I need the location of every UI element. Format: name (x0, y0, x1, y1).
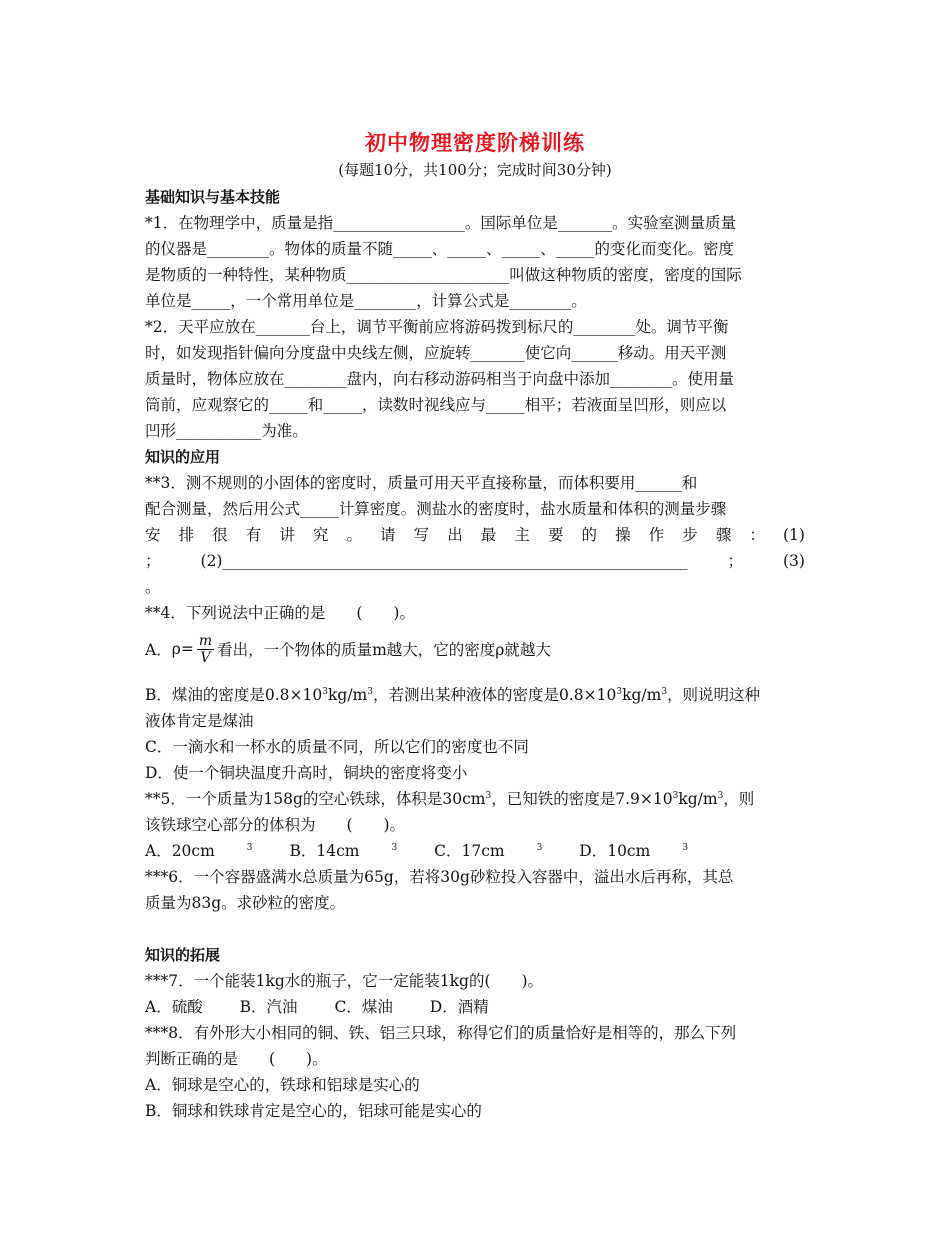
exponent: 3 (246, 842, 253, 853)
fraction-numerator: m (198, 632, 213, 649)
separator: ； (727, 552, 743, 570)
word: 出 (447, 526, 463, 544)
word: 最 (480, 526, 497, 544)
text: ，则 (723, 790, 755, 808)
exponent: 3 (682, 842, 689, 853)
question-5-line: 该铁球空心部分的体积为 ( )。 (145, 816, 406, 834)
text: kg/m (622, 686, 662, 704)
exponent: 3 (367, 686, 373, 697)
question-4-stem: **4．下列说法中正确的是 ( )。 (145, 604, 415, 622)
exponent: 3 (616, 686, 623, 697)
exponent: 3 (661, 686, 668, 697)
page-title: 初中物理密度阶梯训练 (365, 130, 585, 155)
option-c: C．煤油 (334, 998, 393, 1016)
question-7-stem: ***7．一个能装1kg水的瓶子，它一定能装1kg的( )。 (145, 972, 544, 990)
question-8-line: ***8．有外形大小相同的铜、铁、铝三只球，称得它们的质量恰好是相等的，那么下列 (145, 1024, 737, 1042)
word: 步 (682, 526, 698, 544)
word: 写 (413, 526, 430, 544)
option-text: D．10cm (579, 842, 651, 860)
word: 排 (178, 526, 195, 544)
text: ，则说明这种 (667, 686, 761, 704)
question-3-line: 。 (145, 578, 161, 596)
word: 究 (312, 526, 329, 544)
text: ，已知铁的密度是7.9×10 (491, 790, 673, 808)
question-1 (145, 210, 805, 314)
word: 主 (514, 526, 530, 544)
question-6-line: ***6．一个容器盛满水总质量为65g，若将30g砂粒投入容器中，溢出水后再称，其总 (145, 868, 734, 886)
question-2-line: *2．天平应放在_______台上，调节平衡前应将游码拨到标尺的________处。调节平衡 (145, 318, 729, 336)
exponent: 3 (717, 790, 724, 801)
option-b (145, 682, 805, 708)
text: kg/m (328, 686, 368, 704)
word: 要 (547, 526, 564, 544)
word: 请 (380, 526, 396, 544)
question-5-options (145, 838, 805, 864)
text: **5．一个质量为158g的空心铁球，体积是30cm (145, 790, 486, 808)
question-2-line: 质量时，物体应放在________盘内，向右移动游码相当于向盘中添加________。使用量 (145, 370, 735, 388)
exponent: 3 (672, 790, 679, 801)
question-8-line: 判断正确的是 ( )。 (145, 1050, 328, 1068)
option-d: D．使一个铜块温度升高时，铜块的密度将变小 (145, 764, 468, 782)
question-1-line: *1．在物理学中，质量是指_________________。国际单位是_______。实验室测量质量 (145, 214, 737, 232)
option-b: B．铜球和铁球肯定是空心的，铝球可能是实心的 (145, 1102, 482, 1120)
exponent: 3 (322, 686, 328, 697)
word: 作 (648, 526, 665, 544)
word: 的 (581, 526, 598, 544)
question-2-line: 凹形___________为准。 (145, 422, 308, 440)
worksheet-page (145, 128, 805, 1124)
section-heading-application: 知识的应用 (145, 448, 221, 466)
word: 有 (245, 526, 262, 544)
option-d: D．酒精 (429, 998, 489, 1016)
separator: ； (145, 552, 161, 570)
density-fraction (197, 633, 214, 666)
page-subtitle: (每题10分，共100分；完成时间30分钟) (338, 161, 612, 179)
option-text: B．14cm (289, 842, 360, 860)
option-b-continued: 液体肯定是煤油 (145, 712, 254, 730)
text: B．煤油的密度是0.8×10 (145, 686, 323, 704)
text: ，若测出某种液体的密度是0.8×10 (372, 686, 617, 704)
exponent: 3 (485, 790, 492, 801)
fraction-denominator: V (200, 649, 211, 666)
word: (1) (782, 526, 805, 544)
question-8 (145, 1020, 805, 1124)
question-1-line: 是物质的一种特性，某种物质_____________________叫做这种物质的密度，密度的国际 (145, 266, 742, 284)
option-d (579, 838, 688, 864)
option-a (145, 838, 253, 864)
option-a: A．铜球是空心的，铁球和铝球是实心的 (145, 1076, 420, 1094)
word: 骤 (715, 526, 732, 544)
section-heading-extension: 知识的拓展 (145, 946, 221, 964)
question-1-line: 的仪器是________。物体的质量不随_____、_____、_____、_____的变化而变化。密度 (145, 240, 735, 258)
word: 安 (145, 526, 161, 544)
question-6 (145, 864, 805, 916)
question-3 (145, 470, 805, 600)
option-a: A．硫酸 (145, 998, 203, 1016)
rho-symbol: ρ= (171, 640, 194, 658)
section-heading-basic: 基础知识与基本技能 (145, 188, 281, 206)
option-text: A．20cm (145, 842, 215, 860)
option-b (289, 838, 397, 864)
option-c (434, 838, 542, 864)
word: 。 (346, 526, 362, 544)
text: kg/m (678, 790, 718, 808)
word: 很 (212, 526, 228, 544)
option-a (145, 628, 805, 670)
step-2-blank: (2)____________________________________________________________ (200, 552, 688, 570)
question-1-line: 单位是_____，一个常用单位是________，计算公式是________。 (145, 292, 587, 310)
question-5-line (145, 786, 805, 812)
word: 讲 (279, 526, 295, 544)
question-5 (145, 786, 805, 864)
question-4 (145, 600, 805, 786)
word: ： (749, 526, 765, 544)
exponent: 3 (391, 842, 398, 853)
question-3-steps-line (145, 548, 805, 574)
question-6-line: 质量为83g。求砂粒的密度。 (145, 894, 346, 912)
option-c: C．一滴水和一杯水的质量不同，所以它们的密度也不同 (145, 738, 529, 756)
question-3-line: **3．测不规则的小固体的密度时，质量可用天平直接称量，而体积要用______和 (145, 474, 698, 492)
question-3-spread-line (145, 522, 805, 548)
option-text: C．17cm (434, 842, 505, 860)
question-7 (145, 968, 805, 1020)
option-b: B．汽油 (239, 998, 298, 1016)
question-3-line: 配合测量，然后用公式_____计算密度。测盐水的密度时，盐水质量和体积的测量步骤 (145, 500, 727, 518)
option-a-text: 看出，一个物体的质量m越大，它的密度ρ就越大 (217, 641, 551, 659)
question-2-line: 筒前，应观察它的_____和_____，读数时视线应与_____相平；若液面呈凹形，则应以 (145, 396, 727, 414)
question-7-options (145, 994, 805, 1020)
question-2 (145, 314, 805, 444)
option-a-prefix: A． (145, 641, 172, 659)
exponent: 3 (536, 842, 543, 853)
spacer (145, 916, 805, 942)
word: 操 (615, 526, 631, 544)
step-3-label: (3) (783, 552, 805, 570)
question-2-line: 时，如发现指针偏向分度盘中央线左侧，应旋转_______使它向______移动。用天平测 (145, 344, 727, 362)
